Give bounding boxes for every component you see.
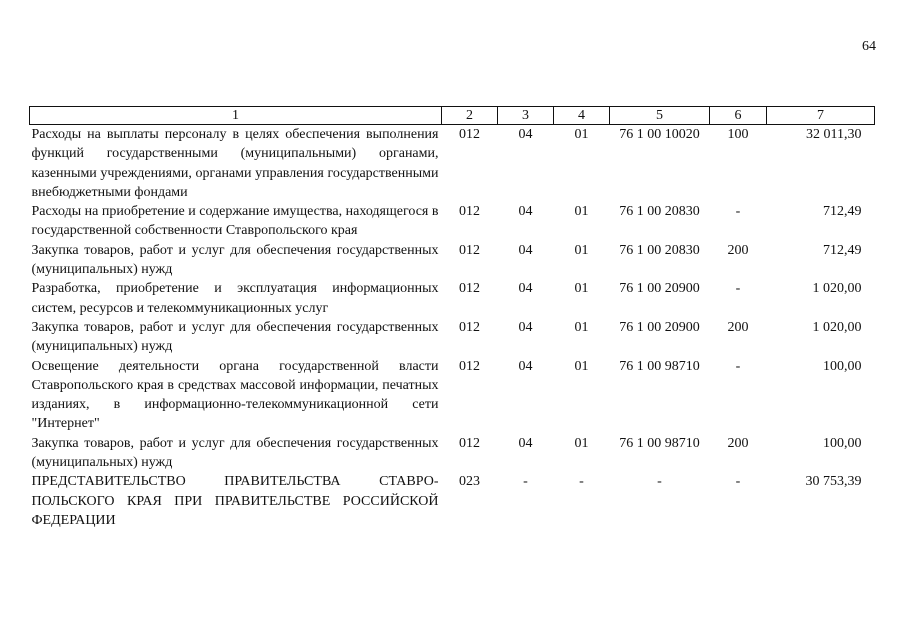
ministry-code: 012 <box>459 281 480 297</box>
ministry-code: 012 <box>459 127 480 142</box>
table-row <box>30 472 875 530</box>
expense-type-code: - <box>735 474 741 490</box>
subsection-code: 01 <box>574 319 589 335</box>
column-header: 7 <box>767 107 875 125</box>
row-description: Закупка товаров, работ и услуг для обеспечения государственных (муниципальных) нужд <box>31 242 439 278</box>
section-code: - <box>523 474 528 490</box>
column-header: 1 <box>30 107 442 125</box>
amount: 30 753,39 <box>805 474 862 490</box>
expense-type-code: 100 <box>727 127 749 142</box>
section-code: 04 <box>518 358 533 374</box>
section-code: 04 <box>518 127 533 142</box>
subsection-code: 01 <box>574 204 589 220</box>
ministry-code: 023 <box>459 474 480 490</box>
row-description: Разработка, приобретение и эксплуатация информационных систем, ресурсов и телекоммуникационных услуг <box>31 281 439 316</box>
subsection-code: 01 <box>574 127 589 142</box>
row-description: ПРЕДСТАВИТЕЛЬСТВО ПРАВИТЕЛЬСТВА СТАВРО-ПОЛЬСКОГО КРАЯ ПРИ ПРАВИТЕЛЬСТВЕ РОССИЙСКОЙ ФЕДЕРАЦИИ <box>31 474 439 528</box>
expense-type-code: - <box>735 204 741 220</box>
subsection-code: 01 <box>574 242 589 258</box>
table-row <box>30 241 875 280</box>
subsection-code: 01 <box>574 435 589 451</box>
amount: 32 011,30 <box>806 127 862 142</box>
section-code: 04 <box>518 204 533 220</box>
amount: 1 020,00 <box>812 281 862 297</box>
amount: 100,00 <box>823 435 862 451</box>
table-row <box>30 125 875 203</box>
subsection-code: 01 <box>574 281 589 297</box>
column-header: 3 <box>498 107 554 125</box>
target-item-code: 76 1 00 98710 <box>619 435 700 451</box>
section-code: 04 <box>518 435 533 451</box>
target-item-code: 76 1 00 20900 <box>619 319 700 335</box>
ministry-code: 012 <box>459 204 480 220</box>
table-row <box>30 318 875 357</box>
amount: 712,49 <box>823 242 862 258</box>
subsection-code: - <box>579 474 584 490</box>
ministry-code: 012 <box>459 435 480 451</box>
amount: 100,00 <box>823 358 862 374</box>
column-header: 5 <box>610 107 710 125</box>
target-item-code: 76 1 00 10020 <box>619 127 700 142</box>
section-code: 04 <box>518 281 533 297</box>
target-item-code: 76 1 00 20830 <box>619 204 700 220</box>
table-row <box>30 279 875 318</box>
row-description: Закупка товаров, работ и услуг для обеспечения государственных (муниципальных) нужд <box>31 319 439 355</box>
amount: 1 020,00 <box>812 319 862 335</box>
table-row <box>30 202 875 241</box>
target-item-code: 76 1 00 98710 <box>619 358 700 374</box>
section-code: 04 <box>518 242 533 258</box>
target-item-code: - <box>657 474 662 490</box>
expense-type-code: - <box>735 281 741 297</box>
subsection-code: 01 <box>574 358 589 374</box>
expense-type-code: 200 <box>727 242 749 258</box>
amount: 712,49 <box>823 204 862 220</box>
row-description: Закупка товаров, работ и услуг для обеспечения государственных (муниципальных) нужд <box>31 435 439 471</box>
table-row <box>30 357 875 434</box>
expense-type-code: 200 <box>727 435 749 451</box>
row-description: Расходы на выплаты персоналу в целях обеспечения выполнения функций государственными (муниципальными) органами, казенными учреждениями, органами управления государственными внебюджетными фондами <box>31 127 439 200</box>
column-header: 2 <box>442 107 498 125</box>
expense-type-code: 200 <box>727 319 749 335</box>
target-item-code: 76 1 00 20830 <box>619 242 700 258</box>
expense-type-code: - <box>735 358 741 374</box>
table-header-row <box>30 107 875 125</box>
table-row <box>30 434 875 473</box>
section-code: 04 <box>518 319 533 335</box>
budget-table <box>29 106 875 530</box>
ministry-code: 012 <box>459 319 480 335</box>
column-header: 6 <box>710 107 767 125</box>
ministry-code: 012 <box>459 358 480 374</box>
target-item-code: 76 1 00 20900 <box>619 281 700 297</box>
page-number: 64 <box>862 39 876 54</box>
ministry-code: 012 <box>459 242 480 258</box>
column-header: 4 <box>554 107 610 125</box>
row-description: Расходы на приобретение и содержание имущества, находящегося в государственной собственности Ставропольского края <box>31 204 439 239</box>
row-description: Освещение деятельности органа государственной власти Ставропольского края в средствах массовой информации, печатных изданиях, в информационно-телекоммуникационной сети "Интернет" <box>31 358 439 432</box>
